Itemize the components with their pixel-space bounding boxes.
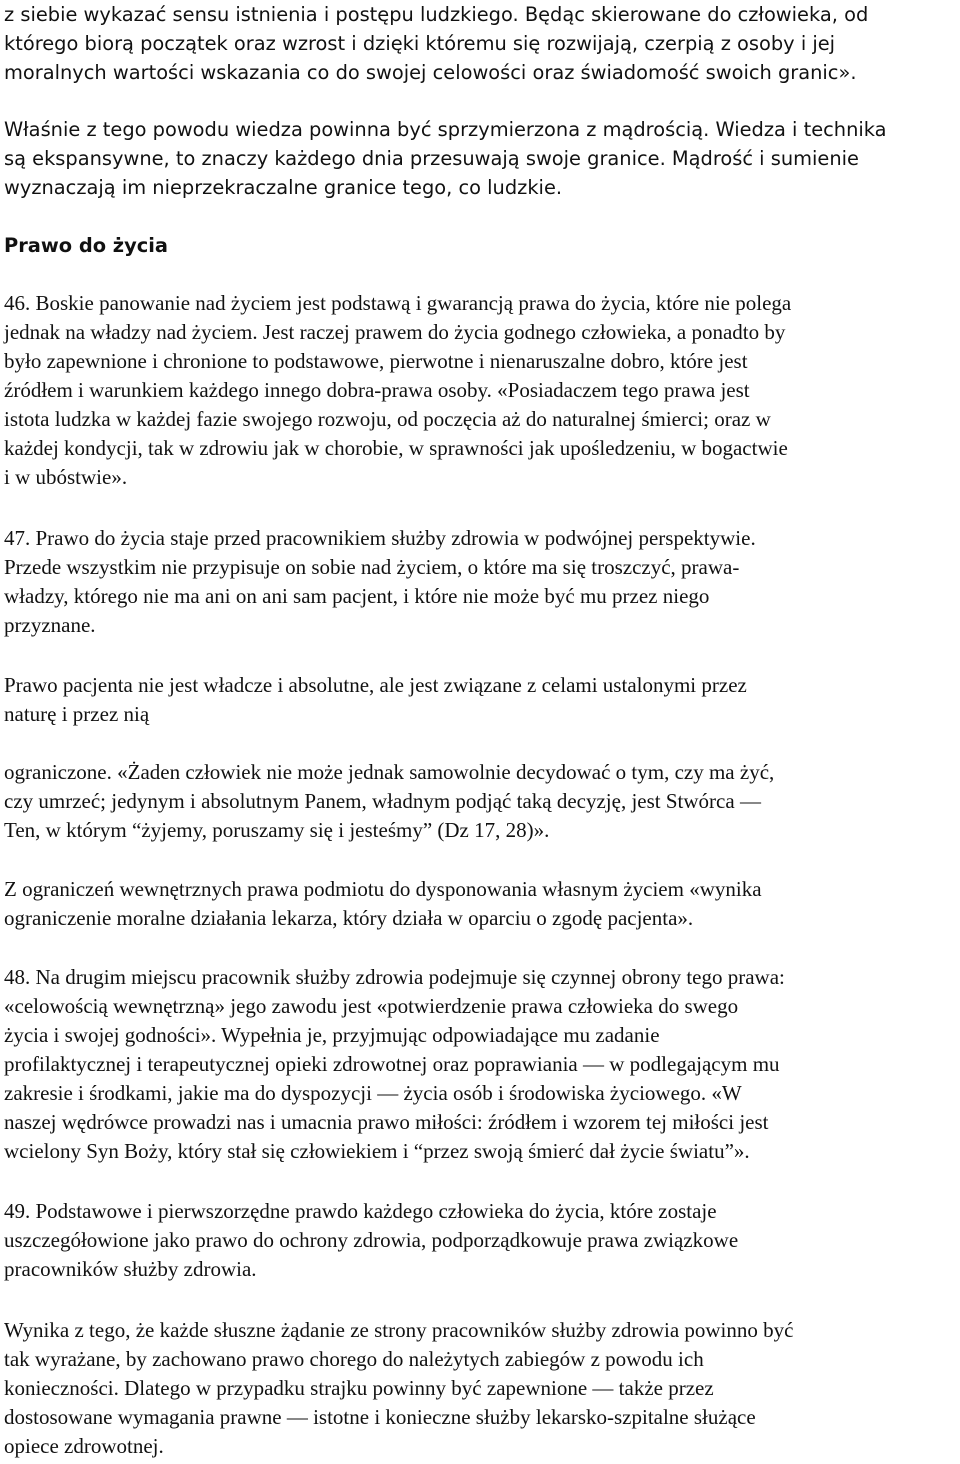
text-line: Prawo pacjenta nie jest władcze i absolutne, ale jest związane z celami ustalonymi przez (4, 673, 747, 697)
text-line: naturę i przez nią (4, 702, 150, 726)
text-line: profilaktycznej i terapeutycznej opieki zdrowotnej oraz poprawiania — w podlegającym mu (4, 1052, 780, 1076)
paragraph-wisdom (4, 115, 956, 202)
text-line: Ten, w którym “żyjemy, poruszamy się i jesteśmy” (Dz 17, 28)». (4, 818, 550, 842)
text-line: z siebie wykazać sensu istnienia i postępu ludzkiego. Będąc skierowane do człowieka, od (4, 3, 869, 26)
paragraph-47 (4, 524, 956, 640)
paragraph-internal-limits (4, 875, 956, 933)
text-line: 49. Podstawowe i pierwszorzędne prawdo każdego człowieka do życia, które zostaje (4, 1199, 717, 1223)
text-line: ograniczenie moralne działania lekarza, który działa w oparciu o zgodę pacjenta». (4, 906, 694, 930)
paragraph-patient-right (4, 671, 956, 729)
text-line: istota ludzka w każdej fazie swojego rozwoju, od poczęcia aż do naturalnej śmierci; oraz w (4, 407, 771, 431)
text-line: każdej kondycji, tak w zdrowiu jak w chorobie, w sprawności jak upośledzeniu, w bogactwie (4, 436, 788, 460)
text-line: moralnych wartości wskazania co do swojej celowości oraz świadomość swoich granic». (4, 61, 857, 84)
paragraph-46 (4, 289, 956, 492)
paragraph-intro (4, 0, 956, 87)
text-line: konieczności. Dlatego w przypadku strajku powinny być zapewnione — także przez (4, 1376, 714, 1400)
text-line: Właśnie z tego powodu wiedza powinna być sprzymierzona z mądrością. Wiedza i technika (4, 118, 887, 141)
text-line: zakresie i środkami, jakie ma do dyspozycji — życia osób i środowiska życiowego. «W (4, 1081, 742, 1105)
text-line: pracowników służby zdrowia. (4, 1257, 257, 1281)
text-line: Wynika z tego, że każde słuszne żądanie ze strony pracowników służby zdrowia powinno być (4, 1318, 794, 1342)
section-heading: Prawo do życia (4, 234, 168, 257)
text-line: czy umrzeć; jedynym i absolutnym Panem, władnym podjąć taką decyzję, jest Stwórca — (4, 789, 761, 813)
text-line: przyznane. (4, 613, 96, 637)
paragraph-48 (4, 963, 956, 1166)
text-line: 46. Boskie panowanie nad życiem jest podstawą i gwarancją prawa do życia, które nie polega (4, 291, 792, 315)
paragraph-limited (4, 758, 956, 845)
text-line: dostosowane wymagania prawne — istotne i konieczne służby lekarsko-szpitalne służące (4, 1405, 756, 1429)
text-line: Z ograniczeń wewnętrznych prawa podmiotu do dysponowania własnym życiem «wynika (4, 877, 762, 901)
text-line: opiece zdrowotnej. (4, 1434, 164, 1458)
text-line: «celowością wewnętrzną» jego zawodu jest «potwierdzenie prawa człowieka do swego (4, 994, 739, 1018)
text-line: tak wyrażane, by zachowano prawo chorego do należytych zabiegów z powodu ich (4, 1347, 704, 1371)
text-line: wcielony Syn Boży, który stał się człowiekiem i “przez swoją śmierć dał życie światu”». (4, 1139, 750, 1163)
text-line: ograniczone. «Żaden człowiek nie może jednak samowolnie decydować o tym, czy ma żyć, (4, 760, 775, 784)
text-line: było zapewnione i chronione to podstawowe, pierwotne i nienaruszalne dobro, które jest (4, 349, 748, 373)
text-line: wyznaczają im nieprzekraczalne granice tego, co ludzkie. (4, 176, 563, 199)
text-line: i w ubóstwie». (4, 465, 128, 489)
paragraph-49 (4, 1197, 956, 1284)
paragraph-strike (4, 1316, 956, 1461)
text-line: źródłem i warunkiem każdego innego dobra-prawa osoby. «Posiadaczem tego prawa jest (4, 378, 750, 402)
text-line: jednak na władzy nad życiem. Jest raczej prawem do życia godnego człowieka, a ponadto by (4, 320, 786, 344)
text-line: życia i swojej godności». Wypełnia je, przyjmując odpowiadające mu zadanie (4, 1023, 660, 1047)
text-line: władzy, którego nie ma ani on ani sam pacjent, i które nie może być mu przez niego (4, 584, 710, 608)
text-line: uszczegółowione jako prawo do ochrony zdrowia, podporządkowuje prawa związkowe (4, 1228, 739, 1252)
text-line: którego biorą początek oraz wzrost i dzięki któremu się rozwijają, czerpią z osoby i jej (4, 32, 836, 55)
text-line: są ekspansywne, to znaczy każdego dnia przesuwają swoje granice. Mądrość i sumienie (4, 147, 859, 170)
text-line: Przede wszystkim nie przypisuje on sobie nad życiem, o które ma się troszczyć, prawa- (4, 555, 740, 579)
text-line: 47. Prawo do życia staje przed pracownikiem służby zdrowia w podwójnej perspektywie. (4, 526, 756, 550)
text-line: 48. Na drugim miejscu pracownik służby zdrowia podejmuje się czynnej obrony tego prawa: (4, 965, 785, 989)
text-line: naszej wędrówce prowadzi nas i umacnia prawo miłości: źródłem i wzorem tej miłości jest (4, 1110, 769, 1134)
